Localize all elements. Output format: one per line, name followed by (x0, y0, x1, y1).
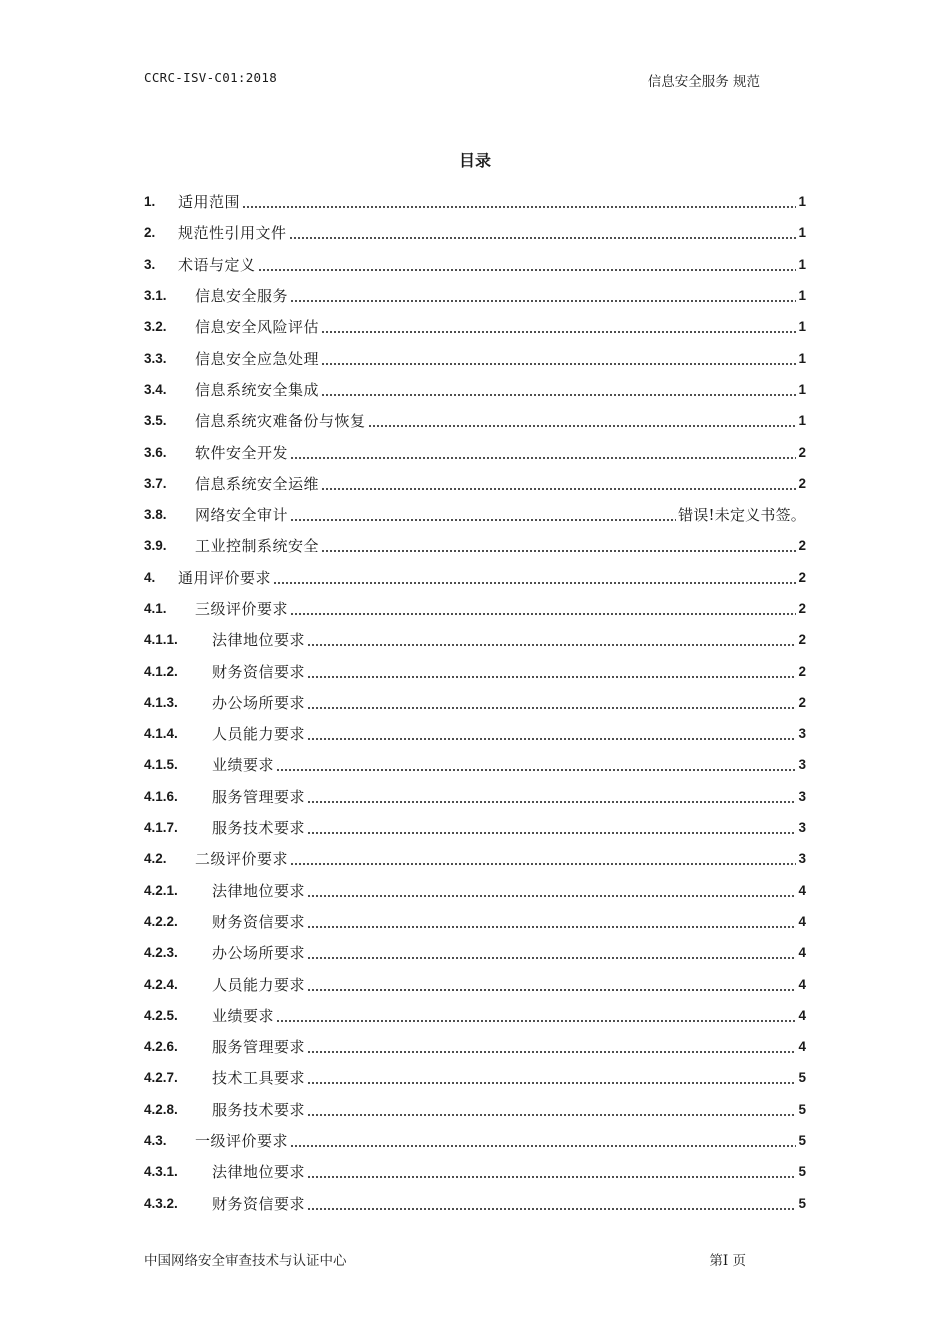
toc-entry-number: 3.3. (144, 350, 167, 366)
toc-entry-title: 通用评价要求 (178, 568, 272, 587)
toc-entry-page: 1 (798, 194, 806, 210)
toc-entry-number: 4.1.4. (144, 726, 178, 742)
toc-dot-leader (307, 1202, 796, 1211)
toc-entry[interactable] (144, 249, 806, 280)
toc-entry-page: 5 (798, 1133, 806, 1149)
toc-entry-title: 规范性引用文件 (178, 224, 287, 243)
toc-dot-leader (307, 1045, 796, 1054)
toc-entry-number: 1. (144, 194, 156, 210)
toc-dot-leader (307, 1170, 796, 1179)
toc-entry-page: 3 (798, 851, 806, 867)
toc-dot-leader (289, 231, 797, 240)
toc-entry-page: 2 (798, 444, 806, 460)
toc-entry-title: 财务资信要求 (212, 662, 306, 681)
toc-entry-number: 4.2.6. (144, 1039, 178, 1055)
toc-entry-page: 4 (798, 976, 806, 992)
toc-entry[interactable] (144, 718, 806, 749)
toc-entry-number: 4.2.4. (144, 976, 178, 992)
toc-entry[interactable] (144, 1094, 806, 1125)
toc-entry-page: 3 (798, 820, 806, 836)
toc-entry-title: 业绩要求 (212, 756, 275, 775)
toc-entry-page: 1 (798, 381, 806, 397)
toc-entry-number: 4.1. (144, 601, 167, 616)
toc-entry-title: 信息安全应急处理 (195, 349, 320, 368)
toc-entry-page: 1 (798, 319, 806, 335)
toc-entry-title: 业绩要求 (212, 1006, 275, 1025)
toc-entry-page: 5 (798, 1164, 806, 1180)
toc-entry[interactable] (144, 1156, 806, 1187)
toc-entry-title: 信息系统安全集成 (195, 380, 320, 399)
toc-entry-title: 法律地位要求 (212, 631, 306, 650)
toc-entry-page: 5 (798, 1101, 806, 1117)
toc-entry[interactable] (144, 687, 806, 718)
toc-entry-title: 网络安全审计 (195, 506, 289, 525)
toc-entry[interactable] (144, 593, 806, 624)
toc-dot-leader (321, 544, 796, 553)
toc-entry[interactable] (144, 530, 806, 561)
toc-entry-title: 人员能力要求 (212, 975, 306, 994)
toc-dot-leader (307, 889, 796, 898)
document-title: 信息安全服务 规范 (647, 74, 760, 90)
toc-entry-title: 适用范围 (178, 193, 241, 212)
toc-entry-number: 4.2. (144, 851, 167, 867)
toc-entry-number: 4.2.7. (144, 1070, 178, 1086)
toc-dot-leader (321, 482, 796, 491)
toc-entry-page: 4 (798, 1039, 806, 1055)
toc-entry-page: 5 (798, 1070, 806, 1086)
toc-dot-leader (242, 200, 796, 209)
toc-entry-number: 3.9. (144, 538, 167, 554)
toc-entry-number: 4.2.1. (144, 882, 178, 898)
toc-dot-leader (307, 826, 796, 835)
toc-entry-title: 技术工具要求 (212, 1069, 306, 1088)
toc-entry[interactable] (144, 906, 806, 937)
toc-entry-title: 财务资信要求 (212, 1194, 306, 1213)
toc-dot-leader (307, 670, 796, 679)
toc-entry-page: 3 (798, 726, 806, 742)
toc-entry-page: 2 (798, 694, 806, 710)
toc-entry-title: 服务管理要求 (212, 1038, 306, 1057)
toc-entry-title: 信息系统安全运维 (195, 474, 320, 493)
toc-entry-number: 4.1.1. (144, 632, 178, 648)
toc-entry[interactable] (144, 749, 806, 780)
toc-entry[interactable] (144, 436, 806, 467)
toc-entry-title: 办公场所要求 (212, 944, 306, 963)
toc-entry-title: 术语与定义 (178, 255, 256, 274)
toc-entry[interactable] (144, 468, 806, 499)
toc-dot-leader (290, 607, 796, 616)
toc-entry[interactable] (144, 1188, 806, 1219)
toc-entry-number: 4.1.2. (144, 663, 178, 679)
toc-entry-number: 4.2.5. (144, 1007, 178, 1023)
toc-dot-leader (307, 795, 796, 804)
toc-entry-page: 4 (798, 882, 806, 898)
toc-entry-page: 5 (798, 1195, 806, 1211)
toc-entry-page: 2 (798, 601, 806, 616)
toc-dot-leader (273, 576, 796, 585)
toc-entry-title: 办公场所要求 (212, 693, 306, 712)
toc-entry-page: 1 (798, 256, 806, 272)
toc-entry[interactable] (144, 217, 806, 248)
toc-entry-number: 4.3. (144, 1133, 167, 1149)
page-header (144, 70, 760, 92)
toc-dot-leader (276, 763, 796, 772)
toc-dot-leader (290, 513, 676, 522)
toc-entry[interactable] (144, 1062, 806, 1093)
toc-entry[interactable] (144, 781, 806, 812)
toc-entry[interactable] (144, 843, 806, 874)
toc-dot-leader (307, 701, 796, 710)
toc-entry-title: 服务管理要求 (212, 787, 306, 806)
table-of-contents (144, 186, 806, 1219)
toc-entry-title: 人员能力要求 (212, 725, 306, 744)
toc-entry-number: 3. (144, 256, 156, 272)
toc-entry[interactable] (144, 937, 806, 968)
toc-entry-title: 软件安全开发 (195, 443, 289, 462)
toc-entry-title: 信息系统灾难备份与恢复 (195, 412, 366, 431)
toc-entry[interactable] (144, 499, 806, 530)
footer-page-number: 第I 页 (709, 1253, 746, 1269)
toc-entry[interactable] (144, 280, 806, 311)
toc-entry-title: 一级评价要求 (195, 1132, 289, 1151)
toc-entry-page: 2 (798, 538, 806, 554)
toc-entry-title: 工业控制系统安全 (195, 537, 320, 556)
toc-dot-leader (321, 325, 796, 334)
toc-entry-number: 2. (144, 225, 156, 241)
toc-dot-leader (258, 263, 797, 272)
toc-entry-number: 3.6. (144, 444, 167, 460)
toc-entry-number: 3.8. (144, 507, 167, 523)
toc-entry-page: 2 (798, 569, 806, 585)
toc-entry[interactable] (144, 562, 806, 593)
toc-entry-title: 法律地位要求 (212, 881, 306, 900)
toc-dot-leader (307, 732, 796, 741)
toc-entry[interactable] (144, 875, 806, 906)
toc-dot-leader (307, 1076, 796, 1085)
toc-entry[interactable] (144, 186, 806, 217)
toc-entry-page: 1 (798, 350, 806, 366)
toc-entry-number: 3.2. (144, 319, 167, 335)
toc-dot-leader (290, 451, 796, 460)
toc-entry-title: 信息安全服务 (195, 287, 289, 306)
toc-dot-leader (290, 1139, 796, 1148)
toc-entry-page: 错误!未定义书签。 (678, 506, 806, 525)
toc-entry-page: 2 (798, 663, 806, 679)
toc-entry-number: 4.1.7. (144, 820, 178, 836)
toc-dot-leader (290, 294, 796, 303)
toc-dot-leader (307, 951, 796, 960)
toc-entry[interactable] (144, 311, 806, 342)
toc-dot-leader (368, 419, 797, 428)
toc-entry-title: 信息安全风险评估 (195, 318, 320, 337)
toc-entry[interactable] (144, 1000, 806, 1031)
toc-dot-leader (321, 357, 796, 366)
toc-entry-number: 4.1.3. (144, 694, 178, 710)
toc-entry-title: 财务资信要求 (212, 912, 306, 931)
toc-entry-page: 2 (798, 475, 806, 491)
toc-entry-number: 3.5. (144, 413, 167, 429)
toc-entry[interactable] (144, 342, 806, 373)
toc-entry-number: 3.1. (144, 288, 167, 304)
toc-entry-number: 4.1.5. (144, 757, 178, 773)
footer-organization: 中国网络安全审查技术与认证中心 (144, 1253, 347, 1269)
page-footer (144, 1249, 746, 1271)
toc-dot-leader (307, 920, 796, 929)
toc-title: 目录 (458, 151, 491, 170)
toc-entry-page: 4 (798, 945, 806, 961)
toc-dot-leader (307, 638, 796, 647)
toc-entry-number: 4.2.8. (144, 1101, 178, 1117)
toc-dot-leader (276, 1014, 796, 1023)
toc-entry[interactable] (144, 812, 806, 843)
toc-entry-number: 4. (144, 569, 156, 585)
document-code: CCRC-ISV-C01:2018 (144, 70, 278, 85)
toc-entry-page: 1 (798, 225, 806, 241)
toc-entry-number: 4.2.2. (144, 913, 178, 929)
toc-dot-leader (307, 983, 796, 992)
toc-entry-number: 4.2.3. (144, 945, 178, 961)
toc-entry-title: 服务技术要求 (212, 819, 306, 838)
toc-entry-title: 二级评价要求 (195, 850, 289, 869)
toc-entry-title: 服务技术要求 (212, 1100, 306, 1119)
toc-entry-page: 4 (798, 1007, 806, 1023)
toc-dot-leader (290, 857, 796, 866)
toc-entry-title: 法律地位要求 (212, 1163, 306, 1182)
toc-entry[interactable] (144, 1031, 806, 1062)
toc-entry[interactable] (144, 405, 806, 436)
toc-entry[interactable] (144, 374, 806, 405)
toc-entry-number: 4.3.2. (144, 1195, 178, 1211)
toc-entry-number: 3.7. (144, 475, 167, 491)
toc-entry[interactable] (144, 655, 806, 686)
toc-entry-page: 1 (798, 288, 806, 304)
toc-dot-leader (321, 388, 796, 397)
toc-entry-title: 三级评价要求 (195, 600, 289, 618)
toc-entry-page: 4 (798, 913, 806, 929)
toc-entry-number: 4.3.1. (144, 1164, 178, 1180)
toc-entry-page: 2 (798, 632, 806, 648)
toc-entry-number: 3.4. (144, 381, 167, 397)
toc-entry-page: 3 (798, 757, 806, 773)
toc-entry-page: 3 (798, 788, 806, 804)
toc-entry[interactable] (144, 624, 806, 655)
toc-entry-number: 4.1.6. (144, 788, 178, 804)
toc-entry[interactable] (144, 1125, 806, 1156)
toc-dot-leader (307, 1108, 796, 1117)
toc-entry[interactable] (144, 968, 806, 999)
toc-entry-page: 1 (798, 413, 806, 429)
